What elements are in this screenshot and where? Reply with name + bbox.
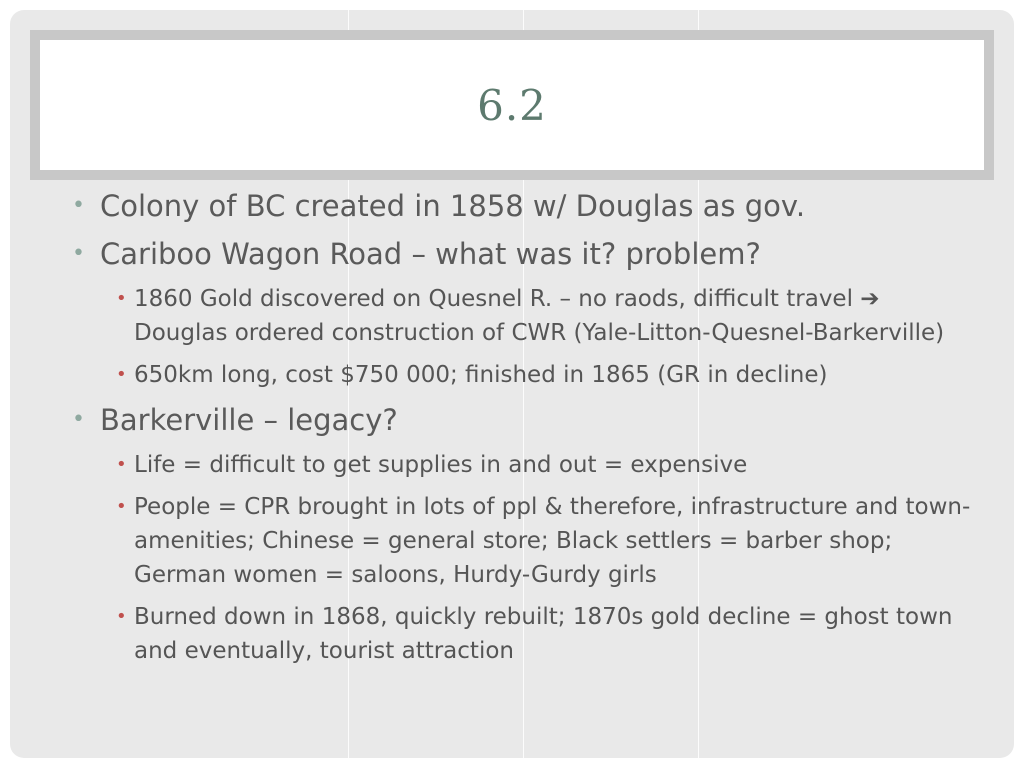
sub-bullet-text: Life = difficult to get supplies in and out = expensive	[134, 452, 748, 478]
bullet-text: Barkerville – legacy?	[100, 403, 398, 437]
bullet-text: Cariboo Wagon Road – what was it? problem?	[100, 237, 761, 271]
bullet-dot-icon: •	[72, 407, 85, 432]
bullet-item	[72, 186, 972, 226]
slide	[10, 10, 1014, 758]
sub-bullet-dot-icon: •	[116, 364, 127, 385]
sub-bullet-text: 650km long, cost $750 000; finished in 1865 (GR in decline)	[134, 362, 828, 388]
content-body	[72, 186, 972, 676]
sub-bullet-item	[72, 358, 972, 392]
bullet-dot-icon: •	[72, 193, 85, 218]
sub-bullet-dot-icon: •	[116, 496, 127, 517]
slide-title: 6.2	[477, 80, 547, 130]
title-frame	[30, 30, 994, 180]
bullet-text: Colony of BC created in 1858 w/ Douglas as gov.	[100, 189, 806, 223]
title-box	[40, 40, 984, 170]
sub-bullet-dot-icon: •	[116, 606, 127, 627]
bullet-item	[72, 400, 972, 440]
bullet-item	[72, 234, 972, 274]
sub-bullet-text: 1860 Gold discovered on Quesnel R. – no raods, difficult travel ➔ Douglas ordered construction of CWR (Yale-Litton-Quesnel-Barkerville)	[134, 286, 945, 346]
sub-bullet-text: People = CPR brought in lots of ppl & therefore, infrastructure and town-amenities; Chinese = general store; Black settlers = barber shop; German women = saloons, Hurdy-Gurdy girls	[134, 494, 971, 588]
sub-bullet-item	[72, 448, 972, 482]
bullet-dot-icon: •	[72, 241, 85, 266]
sub-bullet-text: Burned down in 1868, quickly rebuilt; 1870s gold decline = ghost town and eventually, tourist attraction	[134, 604, 953, 664]
sub-bullet-dot-icon: •	[116, 454, 127, 475]
sub-bullet-item	[72, 282, 972, 350]
sub-bullet-item	[72, 490, 972, 592]
sub-bullet-dot-icon: •	[116, 288, 127, 309]
sub-bullet-item	[72, 600, 972, 668]
